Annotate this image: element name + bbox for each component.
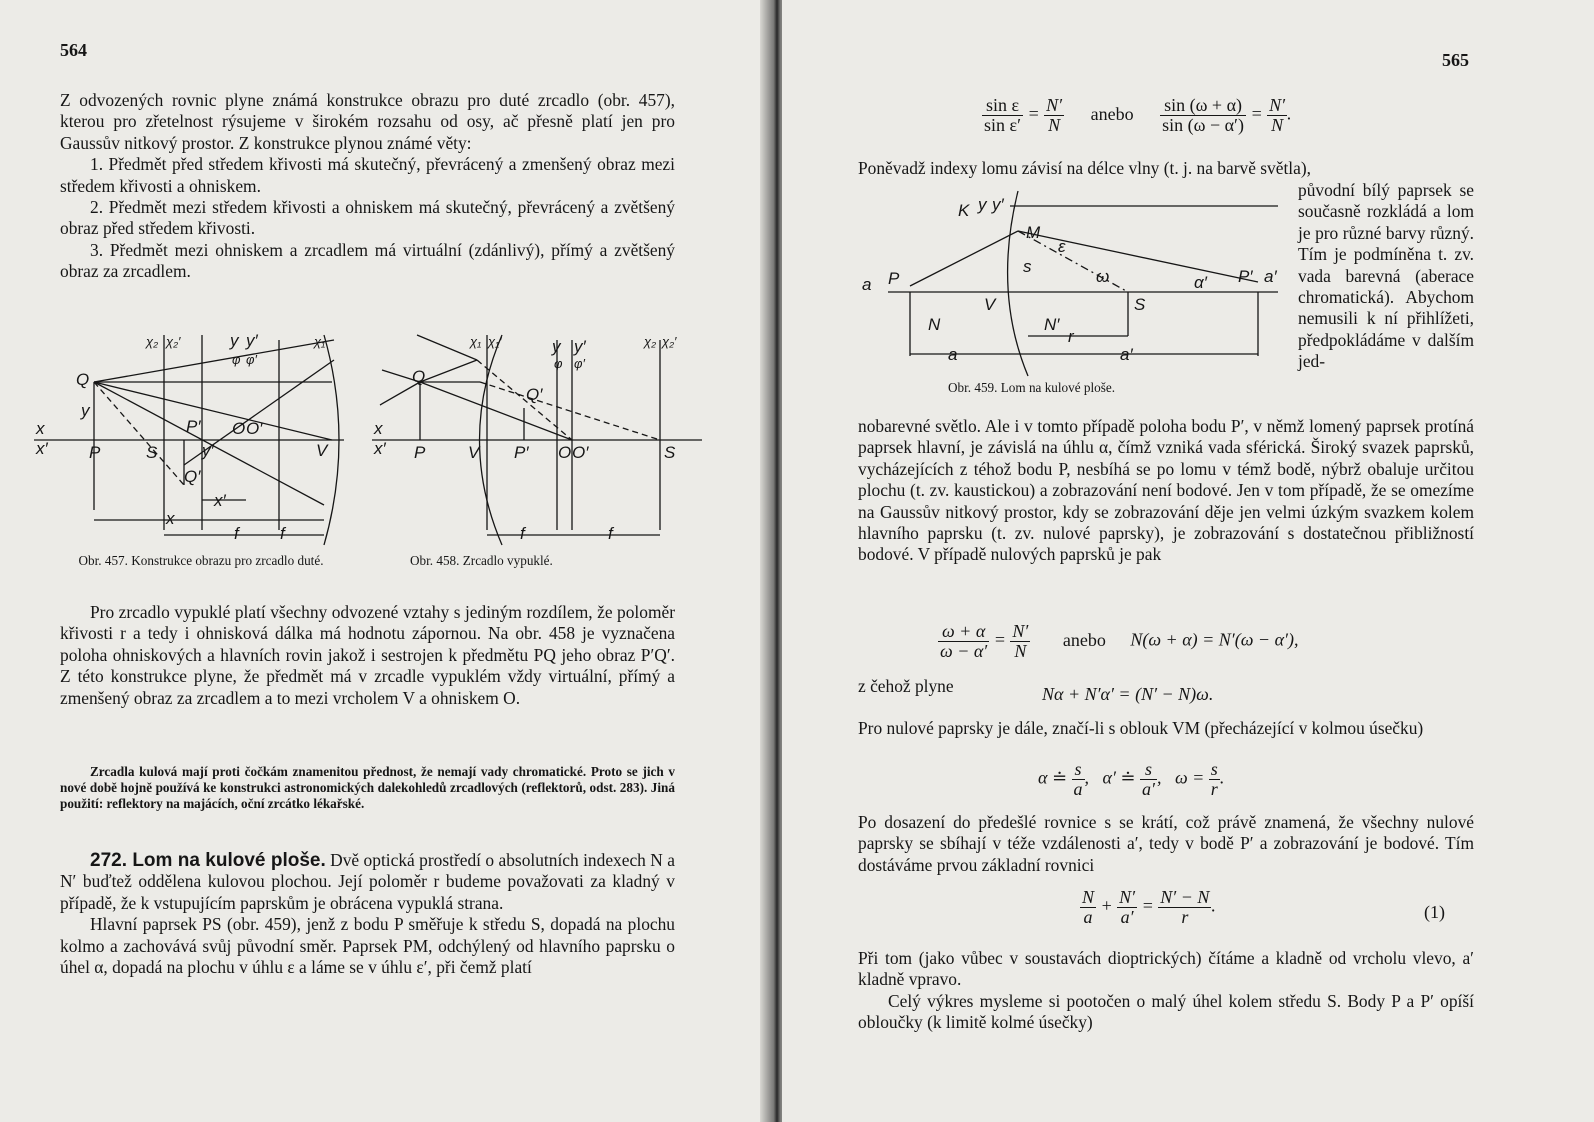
eq1-den4: N (1271, 115, 1284, 135)
label-N: N (928, 315, 941, 334)
label-yy: y (552, 337, 561, 356)
label-f2: f (280, 524, 285, 543)
label-f1: f (520, 524, 525, 543)
page-number-right: 565 (1442, 50, 1469, 70)
label-P: P (888, 269, 900, 288)
equation-2: $\frac{\omega + \alpha}{\omega - \alpha'}$ = $\frac{N'}{N}$ anebo N(ω + α) = N′(ω − α′), (940, 621, 1299, 661)
equation-1: $\frac{\text{sin ε}}{\text{sin ε′}}$ = $\frac{N'}{N}$ anebo $\frac{\sin (\omega + \alpha)}{\sin (\omega - \alpha')}$ = $\frac{N'}{N}$ . (984, 95, 1292, 135)
label-S: S (146, 443, 158, 462)
label-x-dim: x (166, 509, 175, 528)
eq1-den1: sin ε′ (984, 115, 1022, 135)
label-K: K (958, 201, 970, 220)
left-text-top (60, 90, 675, 283)
label-yyp: y′ (246, 331, 258, 350)
label-N-prime: N′ (1044, 315, 1060, 334)
label-s: s (1023, 257, 1032, 276)
z-cehoz-plyne: z čehož plyne (858, 676, 954, 696)
eq4-c-num: s (1210, 759, 1218, 779)
label-a-prime: a′ (1264, 267, 1277, 286)
label-Q: Q (412, 367, 426, 386)
label-chi2: χ₂ (644, 334, 657, 349)
label-P-prime: P′ (186, 417, 201, 436)
right-page (782, 0, 1594, 1122)
label-Q: Q (76, 370, 90, 389)
equation-5: $\frac{N}{a}$ + $\frac{N'}{a'}$ = $\frac{N' - N}{r}$ . (1082, 887, 1216, 927)
paragraph: Hlavní paprsek PS (obr. 459), jenž z bodu P směřuje k středu S, dopadá na plochu kolmo a zachovává svůj původní směr. Paprsek PM, odchýlený od hlavního paprsku o úhel α, dopadá na plochu v úhlu ε a láme se v úhlu ε′, při čemž platí (60, 914, 675, 978)
eq2-den: ω − α′ (940, 641, 988, 661)
label-P-prime: P′ (514, 443, 529, 462)
caption-459: Obr. 459. Lom na kulové ploše. (948, 380, 1116, 395)
label-V: V (316, 441, 328, 460)
eq2-rden: N (1014, 641, 1027, 661)
label-a-dim: a (948, 345, 958, 364)
eq4-b-den: a′ (1142, 779, 1155, 799)
list-item: 3. Předmět mezi ohniskem a zrcadlem má virtuální (zdánlivý), přímý a zvětšený obraz za zrcadlem. (60, 239, 675, 282)
label-x: x (36, 419, 45, 438)
eq1-den2: N (1048, 115, 1061, 135)
eq5-num2: N′ (1119, 887, 1136, 907)
eq2-rnum: N′ (1012, 621, 1029, 641)
right-text-line: Poněvadž indexy lomu závisí na délce vlny (t. j. na barvě světla), (858, 158, 1311, 178)
label-S: S (1134, 295, 1146, 314)
label-phi: φ (554, 356, 563, 371)
caption-458: Obr. 458. Zrcadlo vypuklé. (410, 553, 553, 568)
label-y-prime: y′ (992, 195, 1004, 214)
left-text-mid (60, 602, 675, 709)
eq4-a-num: s (1072, 760, 1085, 780)
eq1-anebo: anebo (1090, 103, 1134, 124)
list-item: 2. Předmět mezi středem křivosti a ohniskem má skutečný, převrácený a zvětšený obraz před středem křivosti. (60, 197, 675, 239)
label-V: V (468, 443, 480, 462)
label-phi: φ (232, 352, 241, 367)
paragraph: Z odvozených rovnic plyne známá konstrukce obrazu pro duté zrcadlo (obr. 457), kterou pro zřetelnost rýsujeme v širokém rozsahu od osy, ač přesně platí jen pro Gaussův nitkový prostor. Z konstrukce plynou známé věty: (60, 90, 675, 153)
note-paragraph: Zrcadla kulová mají proti čočkám znamenitou přednost, že nemají vady chromatické. Proto se jich v nové době hojně používá ke konstrukci astronomických dalekohledů zrcadlových (reflektorů, odst. 283). Jiná použití: reflektory na majácích, oční zrcátko lékařské. (60, 764, 675, 812)
figure-459 (858, 186, 1278, 386)
eq5-den3: r (1181, 907, 1189, 927)
label-chi2p: χ₂′ (662, 334, 677, 349)
label-xp: x′ (36, 439, 48, 458)
eq1-num1: sin ε (982, 96, 1023, 116)
label-P: P (89, 443, 101, 462)
small-note (60, 764, 675, 813)
eq4-b: α′ ≐ (1102, 767, 1136, 788)
label-yy: y (230, 331, 239, 350)
label-M: M (1026, 223, 1041, 242)
paragraph: Pro zrcadlo vypuklé platí všechny odvozené vztahy s jediným rozdílem, že poloměr křivosti r a tedy i ohnisková dálka má hodnotu zápornou. Na obr. 458 je vyznačena poloha ohniskových a hlavních rovin jakož i sestrojen k předmětu PQ jeho obraz P′Q′. Z této konstrukce plyne, že předmět má v zrcadle vypuklém vždy virtuální, přímý a zmenšený obraz za zrcadlem a to mezi vrcholem V a ohniskem O. (60, 602, 675, 708)
eq4-a: α ≐ (1038, 767, 1068, 788)
label-chi1: χ₁ (314, 334, 326, 349)
right-text-p2: Pro nulové paprsky je dále, značí-li s oblouk VM (přecházející v kolmou úsečku) (858, 718, 1424, 738)
label-O-prime: O′ (572, 443, 589, 462)
eq1-den3: sin (ω − α′) (1162, 115, 1244, 135)
label-O: O (232, 419, 246, 438)
label-xp: x′ (374, 439, 386, 458)
label-y: y (978, 195, 987, 214)
eq1-num2: N′ (1046, 95, 1063, 115)
label-y: y (81, 401, 90, 420)
label-f2: f (608, 524, 613, 543)
equation-number: (1) (1424, 902, 1445, 922)
left-page (0, 0, 776, 1122)
caption-457: Obr. 457. Konstrukce obrazu pro zrcadlo duté. (78, 553, 324, 568)
label-alpha-prime: α′ (1194, 273, 1207, 292)
eq4-c: ω = (1174, 767, 1205, 788)
label-r: r (1068, 327, 1074, 346)
label-phip: φ′ (574, 356, 585, 371)
eq5-num3: N′ − N (1160, 887, 1210, 907)
label-V: V (984, 295, 996, 314)
label-chi2: χ₂ (146, 334, 159, 349)
paragraph: Celý výkres mysleme si pootočen o malý úhel kolem středu S. Body P a P′ opíší obloučky (k limitě kolmé úsečky) (858, 990, 1474, 1033)
page-number-left: 564 (60, 40, 87, 60)
label-P-prime: P′ (1238, 267, 1253, 286)
label-S: S (664, 443, 676, 462)
paragraph: Při tom (jako vůbec v soustavách dioptrických) čítáme a kladně od vrcholu vlevo, a′ kladně vpravo. (858, 948, 1474, 990)
eq1-num4: N′ (1269, 95, 1286, 115)
eq4-b-num: s (1140, 760, 1157, 780)
eq5-den2: a′ (1120, 907, 1134, 927)
label-x: x (374, 419, 383, 438)
label-a: a (862, 275, 872, 294)
eq4-c-den: r (1210, 779, 1218, 799)
label-chi1p: χ₁′ (488, 334, 502, 349)
eq2-num: ω + α (938, 622, 989, 642)
list-item: 1. Předmět před středem křivosti má skutečný, převrácený a zmenšený obraz mezi středem křivosti a ohniskem. (60, 154, 675, 196)
right-text-main: nobarevné světlo. Ale i v tomto případě poloha bodu P′, v němž lomený paprsek protíná paprsek hlavní, je závislá na úhlu α, čímž vzniká vada sférická. Široký svazek paprsků, vycházejících z téhož bodu P, nesbíhá se po lomu v témž bodě, nýbrž obaluje určitou plochu (t. zv. kaustickou) a zobrazování není bodové. Jen v tom případě, že se omezíme na Gaussův nitkový prostor, kdy se zobrazování děje jen velmi úzkým svazkem kolem hlavního paprsku (t. zv. nulové paprsky), je zobrazování s dostatečnou přibližností bodové. V případě nulových paprsků je pak (858, 416, 1474, 565)
eq5-num1: N (1082, 887, 1095, 907)
label-omega: ω (1096, 267, 1110, 286)
section-heading: 272. Lom na kulové ploše. (90, 850, 326, 871)
figure-457 (34, 330, 354, 550)
label-O: O (558, 443, 572, 462)
label-f1: f (234, 524, 239, 543)
label-chi1: χ₁ (470, 334, 482, 349)
equation-3: Nα + N′α′ = (N′ − N)ω. (1042, 684, 1214, 704)
eq2-rhs: N(ω + α) = N′(ω − α′), (1130, 629, 1299, 650)
label-y-prime: y′ (202, 441, 214, 460)
label-chi2p: χ₂′ (166, 334, 181, 349)
right-text-column: původní bílý paprsek se současně rozkládá a lom je pro různé barvy různý. Tím je podmíněna t. zv. vada barevná (aberace chromatická). Abychom nemusili k ní přihlížeti, předpokládáme v dalším jed- (1298, 180, 1474, 372)
label-Q-prime: Q′ (526, 385, 543, 404)
label-phip: φ′ (246, 352, 257, 367)
eq2-anebo: anebo (1062, 629, 1106, 650)
label-a-prime-dim: a′ (1120, 345, 1133, 364)
label-epsilon: ε (1058, 237, 1066, 256)
figure-458 (372, 330, 702, 550)
eq5-den1: a (1083, 907, 1093, 927)
eq1-num3: sin (ω + α) (1160, 96, 1246, 116)
label-x-prime: x′ (214, 491, 226, 510)
eq4-a-den: a (1073, 779, 1083, 799)
label-O-prime: O′ (246, 419, 263, 438)
right-text-p3: Po dosazení do předešlé rovnice s se krátí, což právě znamená, že všechny nulové paprsky se sbíhají v téže vzdálenosti a′, tedy v bodě P′ a zobrazování je bodové. Tím dostáváme prvou základní rovnici (858, 812, 1474, 875)
paragraph: Dvě optická prostředí o absolutních indexech N a N′ buďtež oddělena kulovou plochou. Její poloměr r budeme považovati za kladný v případě, že k vstupujícím paprskům je obrácena vypuklá strana. (60, 850, 675, 913)
label-P: P (414, 443, 426, 462)
equation-4: α ≐ $\frac{s}{a}$ , α′ ≐ $\frac{s}{a'}$ , ω = $\frac{s}{r}$ . (1038, 759, 1225, 799)
label-Q-prime: Q′ (184, 467, 201, 486)
left-text-bottom (60, 850, 675, 978)
right-text-bottom (858, 948, 1474, 1034)
label-yyp: y′ (574, 337, 586, 356)
